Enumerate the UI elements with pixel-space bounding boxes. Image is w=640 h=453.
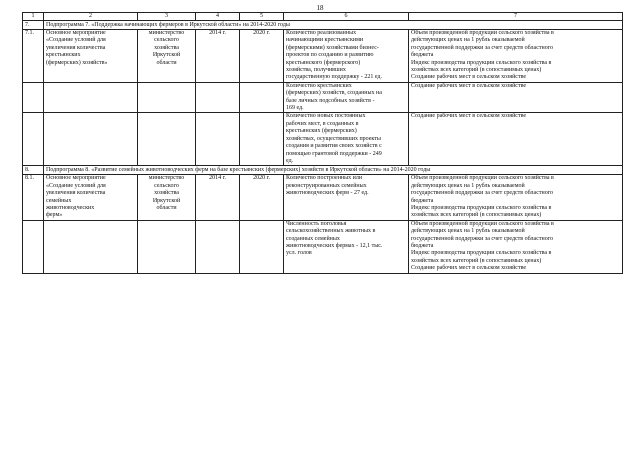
column-number-row — [23, 13, 623, 21]
indicator-line: (фермерских) хозяйств, созданных на — [286, 90, 382, 97]
event-name-line: (фермерских) хозяйств» — [46, 59, 108, 66]
end-year: 2020 г. — [240, 30, 284, 83]
indicator-line: Количество новых постоянных — [286, 113, 366, 120]
item-number-empty — [23, 113, 44, 166]
indicator-line: рабочих мест, в созданных в — [286, 120, 359, 127]
indicator-line: начинающими крестьянскими — [286, 37, 364, 44]
column-number: 3 — [138, 13, 196, 21]
effect-line: Объем произведенной продукции сельского хозяйства в — [411, 220, 554, 227]
effect-line: Создание рабочих мест в сельском хозяйстве — [411, 113, 527, 120]
executor-empty — [138, 113, 196, 166]
event-name-line: «Создание условий для — [46, 182, 106, 189]
item-number-empty — [23, 82, 44, 113]
effect-line: бюджета — [411, 242, 434, 249]
effect — [409, 175, 623, 220]
measures-table — [22, 12, 623, 274]
indicator-line: животноводческих ферм - 27 ед. — [286, 190, 369, 197]
event-name-empty — [44, 82, 138, 113]
column-number: 4 — [196, 13, 240, 21]
indicator — [284, 113, 409, 166]
indicator-line: (фермерскими) хозяйствами бизнес- — [286, 44, 379, 51]
indicator — [284, 175, 409, 220]
indicator-line: крестьянских (фермерских) — [286, 128, 357, 135]
section-number: 7. — [23, 21, 44, 30]
indicator-line: помощью грантовой поддержки - 249 — [286, 150, 382, 157]
item-row — [23, 30, 623, 83]
executor-line: сельского — [154, 182, 179, 189]
executor-line: Иркутской — [152, 197, 181, 204]
executor — [138, 175, 196, 220]
indicator-line: сельскохозяйственных животных в — [286, 228, 376, 235]
indicator-line: базе личных подсобных хозяйств - — [286, 97, 375, 104]
indicator-line: Количество построенных или — [286, 175, 363, 182]
event-name-line: увеличения количества — [46, 44, 106, 51]
end-year-empty — [240, 82, 284, 113]
effect — [409, 82, 623, 113]
indicator-line: хозяйствах, осуществивших проекты — [286, 135, 381, 142]
end-year-empty — [240, 220, 284, 273]
event-name-empty — [44, 113, 138, 166]
indicator-line: ед. — [286, 157, 294, 164]
event-name-line: крестьянских — [46, 52, 81, 59]
start-year: 2014 г. — [196, 175, 240, 220]
indicator-line: проектов по созданию и развитию — [286, 52, 374, 59]
event-name-line: животноводческих — [46, 204, 95, 211]
executor-empty — [138, 220, 196, 273]
event-name-line: семейных — [46, 197, 72, 204]
indicator-line: хозяйства, получивших — [286, 67, 346, 74]
effect — [409, 30, 623, 83]
effect-line: Объем произведенной продукции сельского хозяйства в — [411, 30, 554, 36]
effect-line: хозяйствах всех категорий (в сопоставимых ценах) — [411, 67, 542, 74]
start-year: 2014 г. — [196, 30, 240, 83]
indicator-line: создания и развития своих хозяйств с — [286, 143, 382, 150]
executor — [138, 30, 196, 83]
event-name-line: Основное мероприятие — [46, 30, 106, 36]
effect-line: действующих ценах на 1 рубль оказываемой — [411, 228, 525, 235]
end-year-empty — [240, 113, 284, 166]
section-title: Подпрограмма 7. «Поддержка начинающих фермеров в Иркутской области» на 2014-2020 годы — [44, 21, 623, 30]
executor-line: хозяйства — [154, 44, 179, 51]
effect-line: Объем произведенной продукции сельского хозяйства в — [411, 175, 554, 182]
indicator-line: животноводческих фермах - 12,1 тыс. — [286, 242, 383, 249]
column-number: 1 — [23, 13, 44, 21]
event-name-line: увеличения количества — [46, 190, 106, 197]
item-number: 8.1. — [23, 175, 44, 220]
section-row — [23, 21, 623, 30]
effect — [409, 220, 623, 273]
item-row — [23, 220, 623, 273]
indicator-line: усл. голов — [286, 250, 312, 257]
column-number: 2 — [44, 13, 138, 21]
start-year-empty — [196, 220, 240, 273]
effect-line: бюджета — [411, 52, 434, 59]
effect-line: действующих ценах на 1 рубль оказываемой — [411, 37, 525, 44]
event-name-line: ферм» — [46, 212, 63, 219]
indicator-line: Количество реализованных — [286, 30, 357, 36]
section-title: Подпрограмма 8. «Развитие семейных животноводческих ферм на базе крестьянских (фермерских) хозяйств в Иркутской области» на 2014-2020 годы — [44, 166, 623, 175]
indicator-line: реконструированных семейных — [286, 182, 367, 189]
indicator-line: крестьянского (фермерского) — [286, 59, 361, 66]
event-name-empty — [44, 220, 138, 273]
event-name-line: «Создание условий для — [46, 37, 106, 44]
effect-line: Индекс производства продукции сельского хозяйства в — [411, 204, 552, 211]
effect-line: Создание рабочих мест в сельском хозяйстве — [411, 74, 527, 81]
executor-line: области — [156, 59, 177, 66]
item-row — [23, 175, 623, 220]
start-year-empty — [196, 82, 240, 113]
indicator-line: Численность поголовья — [286, 220, 347, 227]
column-number: 7 — [409, 13, 623, 21]
indicator-line: созданных семейных — [286, 235, 340, 242]
indicator-line: Количество крестьянских — [286, 82, 352, 89]
executor-line: министерство — [148, 175, 185, 182]
effect-line: Индекс производства продукции сельского хозяйства в — [411, 250, 552, 257]
start-year-empty — [196, 113, 240, 166]
item-row — [23, 113, 623, 166]
section-row — [23, 166, 623, 175]
item-number-empty — [23, 220, 44, 273]
effect-line: государственной поддержки за счет средств областного — [411, 235, 554, 242]
effect-line: бюджета — [411, 197, 434, 204]
executor-line: Иркутской — [152, 52, 181, 59]
effect-line: Создание рабочих мест в сельском хозяйстве — [411, 82, 527, 89]
end-year: 2020 г. — [240, 175, 284, 220]
effect-line: хозяйствах всех категорий (в сопоставимых ценах) — [411, 212, 542, 219]
indicator — [284, 82, 409, 113]
effect-line: Индекс производства продукции сельского хозяйства в — [411, 59, 552, 66]
indicator — [284, 220, 409, 273]
item-number: 7.1. — [23, 30, 44, 83]
effect — [409, 113, 623, 166]
executor-line: хозяйства — [154, 190, 179, 197]
effect-line: государственной поддержки за счет средств областного — [411, 44, 554, 51]
column-number: 6 — [284, 13, 409, 21]
executor-empty — [138, 82, 196, 113]
effect-line: хозяйствах всех категорий (в сопоставимых ценах) — [411, 257, 542, 264]
section-number: 8. — [23, 166, 44, 175]
executor-line: области — [156, 204, 177, 211]
page-number: 18 — [316, 4, 324, 12]
event-name — [44, 175, 138, 220]
executor-line: министерство — [148, 30, 185, 36]
effect-line: действующих ценах на 1 рубль оказываемой — [411, 182, 525, 189]
indicator-line: государственную поддержку - 221 ед. — [286, 74, 382, 81]
item-row — [23, 82, 623, 113]
effect-line: государственной поддержки за счет средств областного — [411, 190, 554, 197]
executor-line: сельского — [154, 37, 179, 44]
column-number: 5 — [240, 13, 284, 21]
indicator-line: 169 ед. — [286, 105, 304, 112]
effect-line: Создание рабочих мест в сельском хозяйстве — [411, 265, 527, 272]
event-name — [44, 30, 138, 83]
event-name-line: Основное мероприятие — [46, 175, 106, 182]
indicator — [284, 30, 409, 83]
